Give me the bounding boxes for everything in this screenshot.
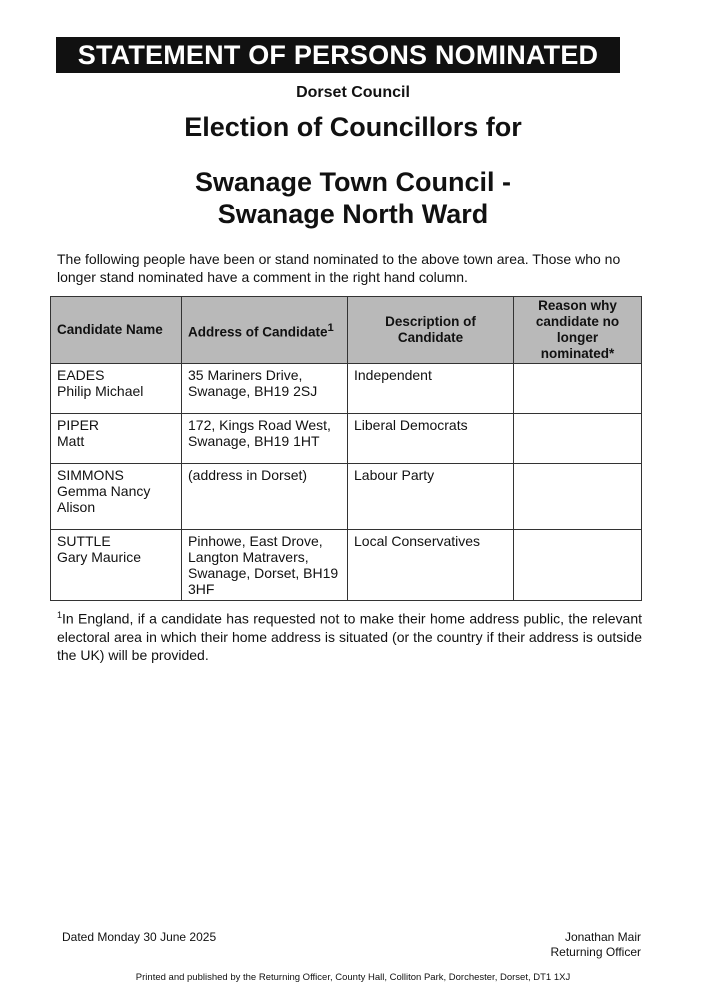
candidate-surname: SIMMONS	[57, 467, 124, 483]
candidate-name-cell	[51, 530, 182, 601]
candidate-forenames: Gemma Nancy	[57, 483, 151, 499]
candidate-name-cell	[51, 464, 182, 530]
footnote-marker: 1	[57, 610, 63, 620]
candidate-address-cell	[182, 414, 348, 464]
address-footnote	[57, 606, 642, 664]
council-name: Dorset Council	[296, 84, 410, 101]
candidate-reason-cell	[514, 414, 642, 464]
candidate-surname: EADES	[57, 367, 105, 383]
address-line: Swanage, BH19 1HT	[188, 433, 320, 449]
returning-officer-title: Returning Officer	[550, 945, 641, 959]
address-line: (address in Dorset)	[188, 467, 308, 483]
address-line: Swanage, Dorset, BH19	[188, 565, 339, 581]
candidate-forenames: Matt	[57, 433, 85, 449]
footnote-text: In England, if a candidate has requested not to make their home address public, the relevant electoral area in which their home address is situated (or the country if their address is outside the UK) will be provided.	[57, 610, 642, 663]
candidate-description-cell: Labour Party	[348, 464, 514, 530]
header-candidate-name: Candidate Name	[51, 297, 182, 364]
table-row	[51, 464, 642, 530]
imprint-line: Printed and published by the Returning Officer, County Hall, Colliton Park, Dorchester, Dorset, DT1 1XJ	[135, 972, 571, 983]
election-heading: Election of Councillors for	[184, 112, 522, 142]
address-line: Pinhowe, East Drove,	[188, 533, 323, 549]
address-line: Swanage, BH19 2SJ	[188, 383, 318, 399]
candidate-surname: SUTTLE	[57, 533, 111, 549]
header-address-label: Address of Candidate	[188, 324, 328, 340]
candidate-description-cell: Liberal Democrats	[348, 414, 514, 464]
statement-date: Dated Monday 30 June 2025	[62, 930, 217, 944]
address-line: 3HF	[188, 581, 215, 597]
address-line: 35 Mariners Drive,	[188, 367, 303, 383]
area-heading-line-2: Swanage North Ward	[217, 199, 489, 229]
document-banner: STATEMENT OF PERSONS NOMINATED	[56, 37, 620, 73]
header-address	[182, 297, 348, 364]
table-row	[51, 364, 642, 414]
returning-officer-signoff	[551, 930, 642, 960]
table-row	[51, 530, 642, 601]
candidate-name-cell	[51, 364, 182, 414]
candidate-name-cell	[51, 414, 182, 464]
candidate-description-cell: Local Conservatives	[348, 530, 514, 601]
header-reason: Reason why candidate no longer nominated*	[514, 297, 642, 364]
candidate-address-cell	[182, 364, 348, 414]
candidate-address-cell	[182, 464, 348, 530]
candidate-forenames: Philip Michael	[57, 383, 144, 399]
candidate-reason-cell	[514, 464, 642, 530]
address-line: Langton Matravers,	[188, 549, 309, 565]
area-heading-line-1: Swanage Town Council -	[194, 167, 511, 197]
header-address-footnote-marker: 1	[327, 321, 334, 334]
candidate-description-cell: Independent	[348, 364, 514, 414]
table-header-row	[51, 297, 642, 364]
candidate-forenames: Gary Maurice	[57, 549, 142, 565]
intro-text: The following people have been or stand nominated to the above town area. Those who no longer stand nominated have a comment in the right hand column.	[57, 251, 621, 285]
candidate-forenames: Alison	[57, 499, 96, 515]
area-heading	[0, 166, 706, 230]
candidate-surname: PIPER	[57, 417, 100, 433]
candidates-table	[50, 296, 642, 601]
returning-officer-name: Jonathan Mair	[564, 930, 641, 944]
candidate-address-cell	[182, 530, 348, 601]
header-description: Description of Candidate	[348, 297, 514, 364]
candidate-reason-cell	[514, 364, 642, 414]
address-line: 172, Kings Road West,	[188, 417, 331, 433]
table-row	[51, 414, 642, 464]
candidate-reason-cell	[514, 530, 642, 601]
